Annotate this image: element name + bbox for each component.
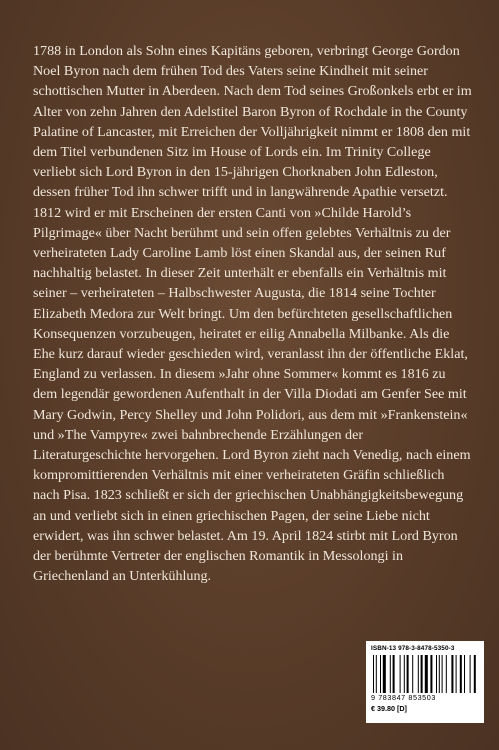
barcode-bar bbox=[400, 655, 401, 693]
barcode-bar bbox=[393, 655, 395, 693]
barcode-bar bbox=[430, 655, 432, 693]
barcode-label bbox=[366, 641, 484, 723]
barcode-bar bbox=[464, 655, 465, 693]
barcode-bar bbox=[439, 655, 440, 693]
barcode-bars bbox=[371, 655, 479, 693]
barcode-bar bbox=[446, 655, 447, 693]
barcode-bar bbox=[442, 655, 443, 693]
price-label: € 39.80 [D] bbox=[371, 704, 407, 713]
barcode-bar bbox=[376, 655, 377, 693]
barcode-bar bbox=[460, 655, 462, 693]
barcode-bar bbox=[425, 655, 428, 693]
barcode-bar bbox=[380, 655, 381, 693]
barcode-digits: 9 783847 853503 bbox=[371, 693, 436, 702]
barcode-bar bbox=[456, 655, 457, 693]
barcode-bar bbox=[412, 655, 413, 693]
barcode-bar bbox=[373, 655, 374, 693]
barcode-bar bbox=[418, 655, 419, 693]
blurb-text: 1788 in London als Sohn eines Kapitäns geboren, verbringt George Gordon Noel Byron nach dem frühen Tod des Vaters seine Kindheit mit seiner schottischen Mutter in Aberdeen. Nach dem Tod seines Großonkels erbt er im Alter von zehn Jahren den Adelstitel Baron Byron of Rochdale in the County Palatine of Lancaster, mit Erreichen der Volljährigkeit nimmt er 1808 den mit dem Titel verbundenen Sitz im House of Lords ein. Im Trinity College verliebt sich Lord Byron in den 15-jährigen Chorknaben John Edleston, dessen früher Tod ihn schwer trifft und in langwährende Apathie versetzt. 1812 wird er mit Erscheinen der ersten Canti von »Childe Harold’s Pilgrimage« über Nacht berühmt und sein offen gelebtes Verhältnis zu der verheirateten Lady Caroline Lamb löst einen Skandal aus, der seinen Ruf nachhaltig belastet. In dieser Zeit unterhält er ebenfalls ein Verhältnis mit seiner – verheirateten – Halbschwester Augusta, die 1814 seine Tochter Elizabeth Medora zur Welt bringt. Um den befürchteten gesellschaftlichen Konsequenzen vorzubeugen, heiratet er eilig Annabella Milbanke. Als die Ehe kurz darauf wieder geschieden wird, veranlasst ihn der öffentliche Eklat, England zu verlassen. In diesem »Jahr ohne Sommer« kommt es 1816 zu dem legendär gewordenen Aufenthalt in der Villa Diodati am Genfer See mit Mary Godwin, Percy Shelley und John Polidori, aus dem mit »Frankenstein« und »The Vampyre« zwei bahnbrechende Erzählungen der Literaturgeschichte hervorgehen. Lord Byron zieht nach Venedig, nach einem kompromittierenden Verhältnis mit einer verheirateten Gräfin schließlich nach Pisa. 1823 schließt er sich der griechischen Unabhängigkeitsbewegung an und verliebt sich in einen griechischen Pagen, der seine Liebe nicht erwidert, was ihn schwer belastet. Am 19. April 1824 stirbt mit Lord Byron der berühmte Vertreter der englischen Romantik in Messolongi in Griechenland an Unterkühlung. bbox=[33, 43, 472, 585]
barcode-bar bbox=[390, 655, 391, 693]
barcode-bar bbox=[421, 655, 423, 693]
barcode-bar bbox=[474, 655, 476, 693]
barcode-bar bbox=[451, 655, 453, 693]
barcode-bar bbox=[383, 655, 386, 693]
barcode-bar bbox=[407, 655, 409, 693]
isbn-number: ISBN-13 978-3-8478-5350-3 bbox=[371, 645, 455, 652]
barcode-bar bbox=[436, 655, 437, 693]
barcode-bar bbox=[404, 655, 405, 693]
barcode-bar bbox=[470, 655, 471, 693]
